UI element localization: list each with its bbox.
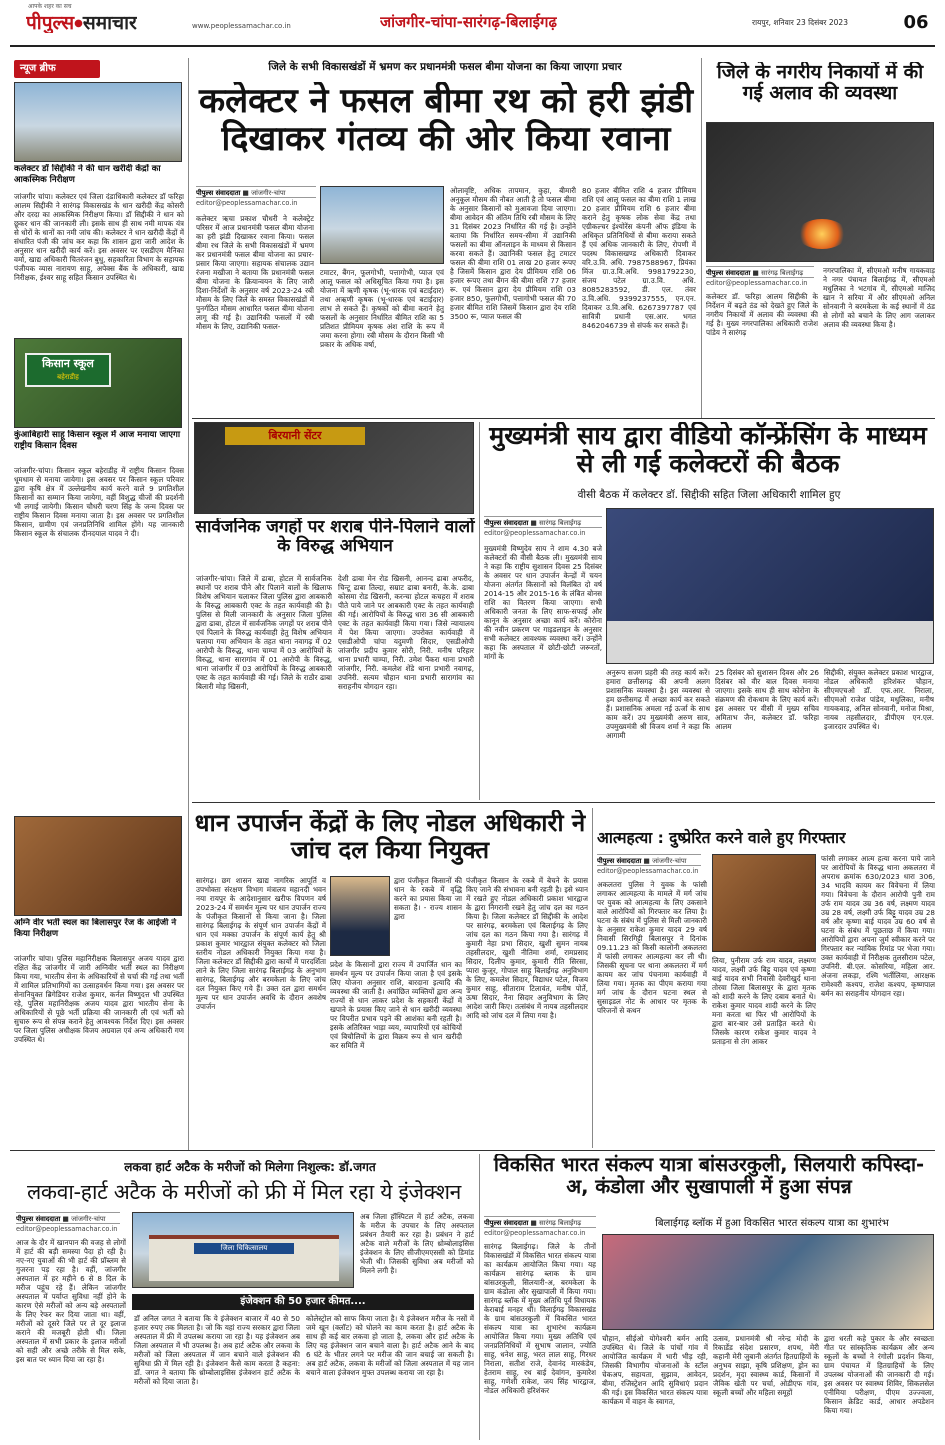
brief1-caption: कलेक्टर डॉ सिद्दीकी ने की धान खरीदी केंद्रों का आकस्मिक निरीक्षण — [14, 164, 161, 185]
cm-col3: 25 दिसंबर को सुशासन दिवस और 26 दिसंबर को वीर बाल दिवस मनाया जाएगा। इसके साथ ही साथ कोरोना के संक्रमण की रोकथाम के लिए कार्य करें। इस अवसर पर वीसी में मुख्य सचिव अमिताभ जैन, कलेक्टर डॉ. फरिहा आलम — [715, 668, 819, 731]
brand-tagline: आपके शहर का सच — [28, 3, 72, 10]
vbsy-byline-place: सारंगढ़ बिलाईगढ़ — [539, 1219, 582, 1227]
brand-dot-icon: ● — [74, 18, 83, 29]
suicide-byline: पीपुल्स संवाददाता ■ जांजगीर-चांपा — [597, 854, 701, 866]
dhan-col3: पंजीकृत किसान के रकबे में बेचने के प्रयास किए जाने की संभावना बनी रहती है। इसे ध्यान में रखते हुए नोडल अधिकारी प्रकाश भारद्वाज के द्वारा निगरानी रखने हेतु जांच दल का गठन किया है। जिला कलेक्टर डॉ सिद्दीकी के आदेश पर सारंगढ़, बरमकेला एवं बिलाईगढ़ के लिए जांच दल का गठन किया गया है। सारंगढ़ में कुमारी नेहा प्रभा सिदार, खुशी सुमन नायब तहसीलदार, खुशी नीतिमा शर्मा, रामप्रसाद सिदार, दिलीप कुमार, कुमारी रीति सिरसा, प्यारा कुजूर, गोपाल साहू बिलाईगढ़ अनुविभाग के लिए, कमलेश सिदार, विद्याधर पटेल, विजय कुमार साहू, सीताराम टिलावंत, मनीष पोर्ते, ऊषा सिदार, नैना सिदार अनुविभाग के लिए आदेश जारी किए। तत्संबंध में नायब तहसीलदार आदि को जांच दल में लिया गया है। — [466, 876, 588, 1020]
cm-email[interactable]: editor@peoplessamachar.co.in — [484, 529, 586, 537]
sign-title: किसान स्कूल — [42, 357, 94, 370]
suicide-col2: लिया, पुनीराम उर्फ राम यादव, लक्ष्मण यादव, लक्ष्मी उर्फ बिट्टू यादव एवं कृष्णा बाई यादव सभी निवासी देवरीखुर्द थाना तोरवा जिला बिलासपुर के द्वारा मृतक को शादी करने के लिए दबाव बनाते थे। राकेश कुमार यादव शादी करने के लिए मना करता था फिर भी आरोपियों के द्वारा बार-बार उसे प्रताड़ित करते थे। जिसके कारण राकेश कुमार यादव ने प्रताड़ना से तंग आकर — [712, 956, 816, 1046]
biryani-board-text: बिरयानी सेंटर — [268, 429, 322, 442]
section-rule-2 — [192, 802, 935, 803]
injection-box-title — [132, 1294, 474, 1310]
alav-byline-name: पीपुल्स संवाददाता — [706, 269, 751, 277]
dhan-photo — [330, 876, 390, 956]
brand-name-right: समाचार — [82, 12, 137, 33]
vbsy-photo — [602, 1234, 934, 1330]
lead-byline: पीपुल्स संवाददाता ■ जांजगीर-चांपा — [196, 186, 316, 198]
alav-headline: जिले के नगरीय निकायों में की गई अलाव की व्यवस्था — [716, 62, 924, 105]
cm-photo — [606, 508, 934, 664]
lead-col4: 80 हजार बीमित राशि 4 हजार प्रीमियम राशि एवं आलू फसल का बीमा राशि 1 लाख 20 हजार प्रीमियम राशि 6 हजार बीमा कराने हेतु कृषक लोक सेवा केंद्र तथा एग्रीकल्चर इंश्योरेंस कंपनी ऑफ इंडिया के अधिकृत प्रतिनिधियों से बीमा कराया सकते हैं एवं अधिक जानकारी के लिए, रोपणी में पदस्थ विकासखण्ड अधिकारी दिवाकर वरि.उ.वि. अधि. 7987588967, प्रियंका मिंज ग्रा.उ.वि.अधि. 9981792230, संजय पटेल ग्रा.उ.वि. अधि. 8085283592, डी. एल. तंवर उ.वि.अधि. 9399237555, एन.एन. दिवाकर उ.वि.अधि. 6267397787 एवं सावित्री प्रधानी एस.आर. भगत 8462046739 से संपर्क कर सकते हैं। — [582, 186, 696, 330]
dhan-photo-caption: द्वारा पंजीकृत किसानों की धान के रकबे में वृद्धि करने का प्रयास किया जा सकता है। - राज्य शासन द्वारा — [394, 876, 462, 921]
sign-subtitle: बहेराडीह — [57, 373, 79, 381]
lead-col1: कलेक्टर ऋचा प्रकाश चौधरी ने कलेक्ट्रेट परिसर में आज प्रधानमंत्री फसल बीमा योजना का हरी झंडी दिखाकर रवाना किया। फसल बीमा रथ जिले के सभी विकासखंडों में भ्रमण कर प्रधानमंत्री फसल बीमा योजना का प्रचार-प्रसार किया जाएगा। सहायक संचालक उद्यान रंजना मखीजा ने बताया कि प्रधानमंत्री फसल बीमा योजना के क्रियान्वयन के लिए जारी दिशा-निर्देशों के अनुसार वर्ष 2023-24 रबी मौसम के लिए जिले के समस्त विकासखंडों में पुनर्गठित मौसम आधारित फसल बीमा योजना लागू की गई है। उद्यानिकी फसलों में रबी मौसम के लिए, उद्यानिकी फसल- — [196, 214, 314, 331]
brief2-body: जांजगीर-चांपा। किसान स्कूल बहेराडीह में राष्ट्रीय किसान दिवस धूमधाम से मनाया जायेगा। इस अवसर पर किसान स्कूल परिवार द्वारा कृषि क्षेत्र में उल्लेखनीय कार्य करने वाले 9 प्रगतिशील किसानों का सम्मान किया जायेगा, वहीं विशुद्ध चीजों की प्रदर्शनी भी लगाई जायेगी। किसान चौधरी चरण सिंह के जन्म दिवस पर राष्ट्रीय किसान दिवस मनाया जाता है। इस अवसर पर प्रगतिशील किसान, ग्रामीण एवं जनप्रतिनिधि शामिल होंगे। यह जानकारी किसान स्कूल के संचालक दीनदयाल यादव ने दी। — [14, 466, 184, 538]
vbsy-col3: उत्सव, प्रधानमंत्री श्री नरेन्द्र मोदी के रिकार्डेड संदेश प्रसारण, शपथ, मेरी कहानी मेरी जुबानी अंतर्गत हितग्राहियों के अनुभव साझा, कृषि प्रशिक्षण, ड्रोन का प्रदर्शन, मृदा स्वास्थ्य कार्ड, किसानों में जैविक खेती पर चर्चा, ओडीएफ गांव, स्कूली बच्चों और महिला समूहों — [713, 1334, 819, 1397]
cm-byline-name: पीपुल्स संवाददाता — [484, 519, 529, 527]
alav-photo — [706, 122, 934, 262]
alav-col1: कलेक्टर डॉ. फरिहा आलम सिद्दीकी के निर्देशन में बढ़ते ठंड को देखते हुए जिले के नगरीय निकायों में अलाव की व्यवस्था की गई है। मुख्य नगरपालिका अधिकारी राजेश पांडेय ने सारंगढ़ — [706, 292, 818, 337]
alav-byline: पीपुल्स संवाददाता ■ सारंगढ़ बिलाईगढ़ — [706, 266, 814, 278]
vbsy-byline-name: पीपुल्स संवाददाता — [484, 1219, 529, 1227]
dhan-headline: धान उपार्जन केंद्रों के लिए नोडल अधिकारी ने जांच दल किया नियुक्त — [194, 810, 586, 864]
alav-col2: नगरपालिका में, सीएमओ मनीष गायकवाड़ ने नगर पंचायत बिलाईगढ़ में, सीएमओ मधुलिका ने भटगांव में, सीएमओ माजिद खान ने सरिया में और सीएमओ अनिल सोनवानी ने बरमकेला के कई स्थानों में ठंड से लोगों को बचाने के लिए आग जलाकर अलाव की व्यवस्था किया है। — [823, 266, 935, 329]
masthead-rule — [10, 45, 935, 47]
cm-headline: मुख्यमंत्री साय द्वारा वीडियो कॉन्फ्रेंसिंग के माध्यम से ली गई कलेक्टरों की बैठक — [489, 422, 927, 478]
liquor-col2: देशी ढाबा मेन रोड खिसनी, आनन्द ढाबा अफरीद, चिन्टू ढाबा तिल्दा, सम्राट ढाबा बनारी, के.के. ढाबा कोसमा रोड खिसनी, करन्चा होटल कचहरा में शराब पीते पाये जाने पर आबकारी एक्ट के तहत कार्यवाही की गई। आरोपियों के विरुद्ध धारा 36 सी आबकारी एक्ट के तहत कार्यवाही किया गया। जिसे न्यायालय में पेश किया जाएगा। उपरोक्त कार्यवाही में एसडीओपी चांपा यदुमणी सिदार, एसडीओपी जांजगीर प्रदीप कुमार सोरी, निरी. मनीष परिहार थाना प्रभारी चाम्पा, निरी. उमेश पैंकरा थाना प्रभारी जांजगीर, निरी. कमलेश शेंडे थाना प्रभारी नवागढ़, उपनिरी. सत्यम चौहान थाना प्रभारी सारागांव का सराहनीय योगदान रहा। — [338, 574, 474, 691]
page-number: 06 — [903, 12, 929, 33]
section-rule-1 — [192, 418, 935, 419]
liquor-headline: सार्वजनिक जगहों पर शराब पीने-पिलाने वालों के विरुद्ध अभियान — [195, 518, 475, 557]
stroke-col2: अब जिला हॉस्पिटल में हार्ट अटैक, लकवा के मरीज के उपचार के लिए अस्पताल प्रबंधन तैयारी कर रहा है। प्रबंधन ने हार्ट अटैक वाले मरीजों के लिए थ्रोम्बोलाइसिस इंजेक्शन के लिए सीजीएमएससी को डिमांड भेजी थी। जिसकी सुविधा अब मरीजों को मिलने लगी है। — [360, 1212, 474, 1275]
bonfire-glow — [797, 219, 847, 249]
biryani-board — [225, 427, 365, 445]
stroke-headline: लकवा-हार्ट अटैक के मरीजों को फ्री में मिल रहा ये इंजेक्शन — [26, 1180, 462, 1204]
suicide-email[interactable]: editor@peoplessamachar.co.in — [597, 867, 699, 875]
news-brief-label — [14, 60, 100, 78]
center-right-divider-top — [701, 58, 702, 418]
suicide-col1: अकलतरा पुलिस ने युवक के फांसी लगाकर आत्महत्या के मामले में मर्ग जांच पर युवक को आत्महत्या के लिए उकसाने वाले आरोपियों को गिरफ्तार कर लिया है। घटना के संबंध में पुलिस से मिली जानकारी के अनुसार राकेश कुमार यादव 29 वर्ष निवासी सिरगिट्टी बिलासपुर ने दिनांक 09.11.23 को किसी कालोनी अकलतरा में फांसी लगाकर आत्महत्या कर ली थी। जिसकी सूचना पर थाना अकलतरा में मर्ग कायम कर जांच पंचनामा कार्यवाही में लिया गया। मृतक का पीएम कराया गया मर्ग जांच के दौरान घटना स्थल से सुसाइडल नोट के आधार पर मृतक के परिजनों से कथन — [597, 880, 707, 1015]
edition-name: जांजगीर-चांपा-सारंगढ़-बिलाईगढ़ — [380, 13, 557, 31]
stroke-vbsy-divider — [479, 1154, 480, 1440]
conference-table — [607, 621, 934, 664]
lead-email[interactable]: editor@peoplessamachar.co.in — [196, 199, 298, 207]
dhan-col2: प्रदेश के किसानों द्वारा राज्य में उपार्जित धान का समर्थन मूल्य पर उपार्जन किया जाता है एवं इसके लिए योजना अनुसार राशि, बारदाना इत्यादि की व्यवस्था की जाती है। अवांछित व्यक्तियों द्वारा अन्य राज्यों से धान लाकर प्रदेश के सहकारी केंद्रों में खपाने के प्रयास किए जाने से धान खरीदी व्यवस्था पर विपरीत प्रभाव पड़ने की आशंका बनी रहती है। इसके अतिरिक्त भाड़ा व्यय, व्यापारियों एवं कोचियों एवं बिचौलियों के द्वारा विक्रय रूप से धान खरीदी कर समिति में — [330, 960, 462, 1050]
cm-col4: सिद्दीकी, संयुक्त कलेक्टर प्रकाश भारद्वाज, नोडल अधिकारी हरिशंकर चौहान, सीएमएचओ डॉ. एफ.आर. निराला, सीएमओ राजेश पांडेय, मधुलिका, मनीष गायकवाड़, अनिल सोनवानी, मनोज मिश्रा, नायब तहसीलदार, डीपीएम एन.एल. इजारदार उपस्थित थे। — [824, 668, 934, 731]
vbsy-email[interactable]: editor@peoplessamachar.co.in — [484, 1229, 586, 1237]
suicide-headline: आत्महत्या : दुष्प्रेरित करने वाले हुए गिरफ्तार — [597, 829, 846, 847]
website-url[interactable]: www.peoplessamachar.co.in — [192, 22, 291, 30]
brief3-body: जांजगीर चांपा। पुलिस महानिरीक्षक बिलासपुर अजय यादव द्वारा रक्षित केंद्र जांजगीर में जारी अग्निवीर भर्ती स्थल का निरीक्षण किया गया, भारतीय सेना के अधिकारियों से चर्चा की गई तथा भर्ती में शामिल प्रतिभागियों का उत्साहवर्धन किया गया। इस अवसर पर सेनानियुक्त ब्रिगेडियर राजेश कुमार, कर्नल विष्णुदत्त भी उपस्थित रहे, पुलिस महानिरीक्षक अजय यादव द्वारा भारतीय सेना के अधिकारियों से पूछे भर्ती प्रक्रिया की जानकारी ली एवं भर्ती को सुचारु रूप से संपन्न कराने हेतु आवश्यक निर्देश दिए। इस अवसर पर जिला पुलिस अधीक्षक विजय अग्रवाल एवं अन्य अधिकारी गण उपस्थित थे। — [14, 954, 184, 1044]
vbsy-subhead: बिलाईगढ़ ब्लॉक में हुआ विकसित भारत संकल्प यात्रा का शुभारंभ — [655, 1218, 889, 1229]
brief1-body: जांजगीर चांपा। कलेक्टर एवं जिला दंडाधिकारी कलेक्टर डॉ फरिहा आलम सिद्दीकी ने सारंगढ़ विकासखंड के धान खरीदी केंद्र कोसरी और दरदा का आकस्मिक निरीक्षण किया। डॉ सिद्दीकी ने धान को छूकर धान की जानकारी ली। इसके साथ ही साथ नमी मापक यंत्र से धोरों के धानों का नमी जांच की। कलेक्टर ने धान खरीदी केंद्रों में संधारित पंजी की जांच कर कहा कि शासन द्वारा जारी आदेश के अनुसार धान खरीदी कार्य करें। इस अवसर पर एसडीएम मैनिका वर्मा, खाद्य अधिकारी चितरंजन बुधु, सहकारिता विभाग के सहायक पंजीयक व्यास नारायण साहू, अपेक्स बैंक के अधिकारी, खाद्य निरीक्षक, ईश्वर साहू सहित किसान उपस्थित थे। — [14, 192, 184, 282]
brief2-caption: कुंआबिहारी साहू किसान स्कूल में आज मनाया जाएगा राष्ट्रीय किसान दिवस — [14, 430, 181, 451]
lead-col2: टमाटर, बैंगन, फूलगोभी, पत्तागोभी, प्याज एवं आलू फसल को अधिसूचित किया गया है। इस योजना में ऋणी कृषक (भू-धारक एवं बटाईदार) तथा अऋणी कृषक (भू-धारक एवं बटाईदार) लाभ ले सकते हैं। कृषकों को बीमा कराने हेतु फसलों के अनुसार निर्धारित बीमित राशि का 5 प्रतिशत प्रीमियम कृषक अंश राशि के रूप में जमा करना होगा। रबी मौसम के दौरान किसी भी प्रकार के अधिक वर्षा, — [320, 268, 444, 349]
dateline: रायपुर, शनिवार 23 दिसंबर 2023 — [752, 18, 848, 27]
cm-byline: पीपुल्स संवाददाता ■ सारंगढ़ बिलाईगढ़ — [484, 516, 602, 528]
cm-col1: मुख्यमंत्री विष्णुदेव साय ने शाम 4.30 बजे कलेक्टरों की वीसी बैठक ली। मुख्यमंत्री साय ने कहा कि राष्ट्रीय सुशासन दिवस 25 दिसंबर के अवसर पर धान उपार्जन केन्द्रों में चयन योजना अंतर्गत किसानों को विलंबित दो वर्ष 2014-15 और 2015-16 के लंबित बोनस राशि का वितरण किया जाएगा। सभी अधिकारी जनता के लिए साफ-सफाई और कानून के अनुसार अच्छा कार्य करें। कोरोना की नवीन प्रकरण पर गाइडलाइन के अनुसार सभी कलेक्टर आवश्यक व्यवस्था करें। उन्होंने कहा कि अस्पताल में छोटी-छोटी जरूरतों, मांगों के — [484, 544, 602, 661]
hospital-sign: जिला चिकित्सालय — [194, 1243, 294, 1254]
stroke-byline: पीपुल्स संवाददाता ■ जांजगीर-चांपा — [16, 1212, 120, 1224]
alav-email[interactable]: editor@peoplessamachar.co.in — [706, 279, 808, 287]
vbsy-col4: द्वारा धरती कहे पुकार के और स्वच्छता गीत पर सांस्कृतिक कार्यक्रम और अन्य स्कूलों के बच्चों ने रंगोली प्रदर्शन किया, ग्राम पंचायत में हितग्राहियों के लिए उपलब्ध योजनाओं की जानकारी दी गई। इस अवसर पर स्वास्थ्य शिविर, सिकलसेल एनीमिया परीक्षण, पीएम उज्ज्वला, किसान क्रेडिट कार्ड, आधार अपडेशन किया गया। — [824, 1334, 934, 1415]
liquor-cm-divider — [479, 422, 480, 800]
lead-headline: कलेक्टर ने फसल बीमा रथ को हरी झंडी दिखाकर गंतव्य की ओर किया रवाना — [198, 82, 694, 160]
suicide-byline-place: जांजगीर-चांपा — [652, 857, 687, 865]
brief1-photo — [14, 82, 182, 162]
injection-box-col2: कोलेस्ट्रोल को साफ किया जाता है। ये इंजेक्शन मरीज के नसों में जमे खून (क्लॉट) को घोलने का काम करता है। हार्ट अटैक के साथ ही कई बार लकवा हो जाता है, लकवा और हार्ट अटैक के लिए यह इंजेक्शन जान बचाने वाला है। हार्ट अटैक आने के बाद 6 घंटे के भीतर लगने पर मरीज की जान बचाई जा सकती है। अब हार्ट अटैक, लकवा के मरीजों को जिला अस्पताल में यह जान बचाने वाला इंजेक्शन मुफ्त उपलब्ध कराया जा रहा है। — [306, 1314, 474, 1377]
brief3-caption: अग्नि वीर भर्ती स्थल का बिलासपुर रेंज के आईजी ने किया निरीक्षण — [14, 918, 177, 939]
brief2-photo — [14, 338, 182, 428]
stroke-email[interactable]: editor@peoplessamachar.co.in — [16, 1225, 118, 1233]
dhan-col1: सारंगढ़। छग शासन खाद्य नागरिक आपूर्ति व उपभोक्ता संरक्षण विभाग मंत्रालय महानदी भवन नया रायपुर के आदेशानुसार खरीफ विपणन वर्ष 2023-24 में समर्थन मूल्य पर धान उपार्जन राज्य के पंजीकृत किसानों से किया जाना है। जिला सारंगढ़ बिलाईगढ़ के संपूर्ण धान उपार्जन केंद्रों में धान एवं मक्का उपार्जन के संपूर्ण कार्य हेतु श्री प्रकाश कुमार भारद्वाज संयुक्त कलेक्टर को जिला स्तरीय नोडल अधिकारी नियुक्त किया गया है। जिला कलेक्टर डॉ सिद्दीकी द्वारा कार्यों में पारदर्शिता लाने के लिए जिला सारंगढ़ बिलाईगढ़ के अनुभाग सारंगढ़, बिलाईगढ़ और बरमकेला के लिए जांच दल नियुक्त किए गये हैं। उक्त दल द्वारा समर्थन मूल्य पर धान उपार्जन अवधि के दौरान अवशेष उपार्जन — [196, 876, 326, 1011]
stroke-byline-name: पीपुल्स संवाददाता — [16, 1215, 61, 1223]
lead-kicker: जिले के सभी विकासखंडों में भ्रमण कर प्रधानमंत्री फसल बीमा योजना का किया जाएगा प्रचार — [268, 61, 622, 73]
liquor-photo — [194, 422, 474, 514]
hospital-building — [149, 1235, 339, 1281]
section-rule-3 — [10, 1150, 935, 1151]
stroke-col1: आज के दौर में खानपान की वजह से लोगों में हार्ट की बड़ी समस्या पैदा हो रही है। नए-नए युवाओं की भी हार्ट की प्रॉब्लम से गुजरना पड़ रहा है। वहीं, जांजगीर अस्पताल में हर महीने 6 से 8 दिल के मरीज पहुंच रहे हैं। लेकिन जांजगीर अस्पताल में पर्याप्त सुविधा नहीं होने के कारण ऐसे मरीजों को अन्य बड़े अस्पतालों के लिए रेफर कर दिया जाता था। वहीं, मरीजों को दूसरे जिले पर ले दूर इलाज कराने की मजबूरी होती थी। जिला अस्पताल में सभी प्रकार के इलाज मरीजों को सही और अच्छे तरीके से मिल सके, इस बात पर ध्यान दिया जा रहा है। — [16, 1238, 126, 1364]
suicide-byline-name: पीपुल्स संवाददाता — [597, 857, 642, 865]
brand-logo — [26, 9, 137, 33]
suicide-photo — [712, 854, 816, 952]
stroke-byline-place: जांजगीर-चांपा — [71, 1215, 106, 1223]
stroke-photo — [132, 1212, 354, 1288]
left-column-divider — [188, 58, 189, 1150]
injection-box-title-text: इंजेक्शन की 50 हजार कीमत.... — [240, 1296, 366, 1307]
vbsy-byline: पीपुल्स संवाददाता ■ सारंगढ़ बिलाईगढ़ — [484, 1216, 596, 1228]
liquor-col1: जांजगीर-चांपा। जिले में ढाबा, होटल में सार्वजनिक स्थानों पर शराब पीने और पिलाने वालों के खिलाफ विशेष अभियान चलाकर जिला पुलिस द्वारा आबकारी के विरुद्ध आबकारी एक्ट के तहत कार्यवाही की है। पुलिस से मिली जानकारी के अनुसार जिला पुलिस द्वारा ढाबा, होटल में सार्वजनिक जगहों पर शराब पीने एवं पिलाने के विरुद्ध कार्यवाही हेतु विशेष अभियान चलाया गया अभियान के तहत थाना नवागढ़ में 02 आरोपी के विरुद्ध, थाना चाम्पा में 03 आरोपियों के विरुद्ध, थाना सारागांव में 01 आरोपी के विरुद्ध, थाना जांजगीर में 03 आरोपियों के विरुद्ध आबकारी एक्ट के तहत कार्यवाही की गई। जिले के राठौर ढाबा बिलारी मोड़ खिसनी, — [196, 574, 332, 691]
lead-byline-place: जांजगीर-चांपा — [251, 189, 286, 197]
news-brief-text: न्यूज ब्रीफ — [20, 63, 56, 74]
lead-byline-name: पीपुल्स संवाददाता — [196, 189, 241, 197]
cm-subhead: वीसी बैठक में कलेक्टर डॉ. सिद्दीकी सहित जिला अधिकारी शामिल हुए — [577, 489, 841, 501]
dhan-suicide-divider — [592, 808, 593, 1148]
lead-photo — [320, 186, 444, 264]
vbsy-headline: विकसित भारत संकल्प यात्रा बांसउरकुली, सिलयारी कपिस्दा-अ, कंडोला और सुखापाली में हुआ संपन्न — [493, 1154, 925, 1198]
masthead — [0, 0, 945, 44]
stroke-kicker: लकवा हार्ट अटैक के मरीजों को मिलेगा निशुल्क: डॉ.जगत — [124, 1160, 376, 1174]
alav-byline-place: सारंगढ़ बिलाईगढ़ — [761, 269, 804, 277]
brief3-photo — [14, 816, 182, 916]
brand-name-left: पीपुल्स — [26, 12, 75, 33]
cm-col2: अनुरूप सजग प्रहरी की तरह कार्य करें। हमारा छत्तीसगढ़ की अपनी अलग प्रशासनिक व्यवस्था है। इस व्यवस्था से हम छत्तीसगढ़ में अच्छा कार्य कर सकते हैं। प्रशासनिक अमला नई ऊर्जा के साथ काम करें। उप मुख्यमंत्री अरुण साव, उपमुख्यमंत्री श्री विजय शर्मा ने कहा कि आगामी — [606, 668, 710, 740]
vbsy-col2: चौहान, सीईओ योगेश्वरी बर्मन आदि उपस्थित थे। जिले के पांचों गांव में आयोजित कार्यक्रम में भारी भीड़ रही, जिसकी विभागीय योजनाओं के स्टॉल चेकअप, सहायता, सुझाव, आवेदन, बीमा, रजिस्ट्रेशन आदि सुविधाएं प्रदान की गई। इस विकसित भारत संकल्प यात्रा कार्यक्रम में वाहन के स्वागत, — [602, 1334, 708, 1406]
cm-byline-place: सारंगढ़ बिलाईगढ़ — [539, 519, 582, 527]
suicide-col3: फांसी लगाकर आत्म हत्या करना पाये जाने पर आरोपियों के विरुद्ध थाना अकलतरा में अपराध क्रमांक 630/2023 धारा 306, 34 भादवि कायम कर विवेचना में लिया गया। विवेचना के दौरान आरोपी पुनी राम उर्फ राम यादव उम्र 36 वर्ष, लक्ष्मण यादव उम्र 28 वर्ष, लक्ष्मी उर्फ बिट्टू यादव उम्र 28 वर्ष और कृष्णा बाई यादव उम्र 60 वर्ष से घटना के संबंध में पूछताछ में किया गया। आरोपियों द्वारा अपना जुर्म स्वीकार करने पर गिरफ्तार कर न्यायिक रिमांड पर भेजा गया। उक्त कार्यवाही में निरीक्षक तुलसीराम पटेल, उपनिरी. बी.एल. कोसरिया, महिला आर. अंजना लकड़ा, रश्मि भर्तीलिया, आरक्षक रामेश्वरी कश्यप, राजेश कश्यप, कृष्णपाल बर्मन का सराहनीय योगदान रहा। — [821, 854, 935, 998]
vbsy-col1: सारंगढ़ बिलाईगढ़। जिले के तीनों विकासखंडों में विकसित भारत संकल्प यात्रा का कार्यक्रम आयोजित किया गया। यह कार्यक्रम सारंगढ़ ब्लाक के ग्राम बांसउरकुली, सिलयारी-अ, बरमकेला के ग्राम कंडोला और सुखापाली में किया गया। सारंगढ़ ब्लॉक में मुख्य अतिथि पूर्व विधायक केराबाई मनहर थीं। विलाईगढ़ विकासखंड के ग्राम बांसउरकुली में विकसित भारत संकल्प यात्रा का शुभारंभ कार्यक्रम आयोजित किया गया। मुख्य अतिथि एवं जनप्रतिनिधियों में सुभाष जालान, ज्योति साहू, धनेश साहू, भरत लाल साहू, गिरधर निराला, सतीश राजे, देवानंद मारकंडेय, हेतराम साहू, रथ बाई देवांगन, कुमारेश साहू, गणेशी राकेश, जय सिंह भारद्वाज, नोडल अधिकारी हरिशंकर — [484, 1242, 596, 1395]
lead-col3: ओलावृष्टि, अधिक तापमान, कुहा, बीमारी अनुकूल मौसम की नौबत आती है तो फसल बीमा के अनुसार किसानों को मुआवजा दिया जाएगा। बीमा आवेदन की अंतिम तिथि रबी मौसम के लिए 31 दिसंबर 2023 निर्धारित की गई है। उन्होंने बताया कि निर्धारित समय-सीमा में उद्यानिकी फसलों का बीमा ऑनलाइन के माध्यम से किसान करवा सकते हैं। उद्यानिकी फसल हेतु टमाटर फसल की बीमा राशि 01 लाख 20 हजार रूपए है जिसमें किसान द्वारा देय प्रीमियम राशि 06 हजार रूपए तथा बैंगन की बीमा राशि 77 हजार रू. एवं किसान द्वारा देय प्रीमियम राशि 03 हजार 850, फूलगोभी, पत्तागोभी फसल की 70 हजार बीमित राशि जिसमें किसान द्वारा देय राशि 3500 रू, प्याज फसल की — [450, 186, 576, 321]
kisan-school-sign — [25, 353, 111, 387]
injection-box-col1: डॉ अनिल जगत ने बताया कि ये इंजेक्शन बाजार में 40 से 50 हजार रुपए तक मिलता है। जो कि यहां राज्य सरकार द्वारा जिला अस्पताल में फ्री में उपलब्ध कराया जा रहा है। यह इंजेक्शन अब जिला अस्पताल में भी उपलब्ध है। अब हार्ट अटैक और लकवा के मरीजों को जिला अस्पताल में जान बचाने वाले इंजेक्शन की सुविधा फ्री में मिल रही है। इंजेक्शन कैसे काम करता है कहना: डॉ. जगत ने बताया कि थ्रोम्बोलाइसिस इंजेक्शन हार्ट अटैक के मरीजों को दिया जाता है। — [134, 1314, 300, 1386]
